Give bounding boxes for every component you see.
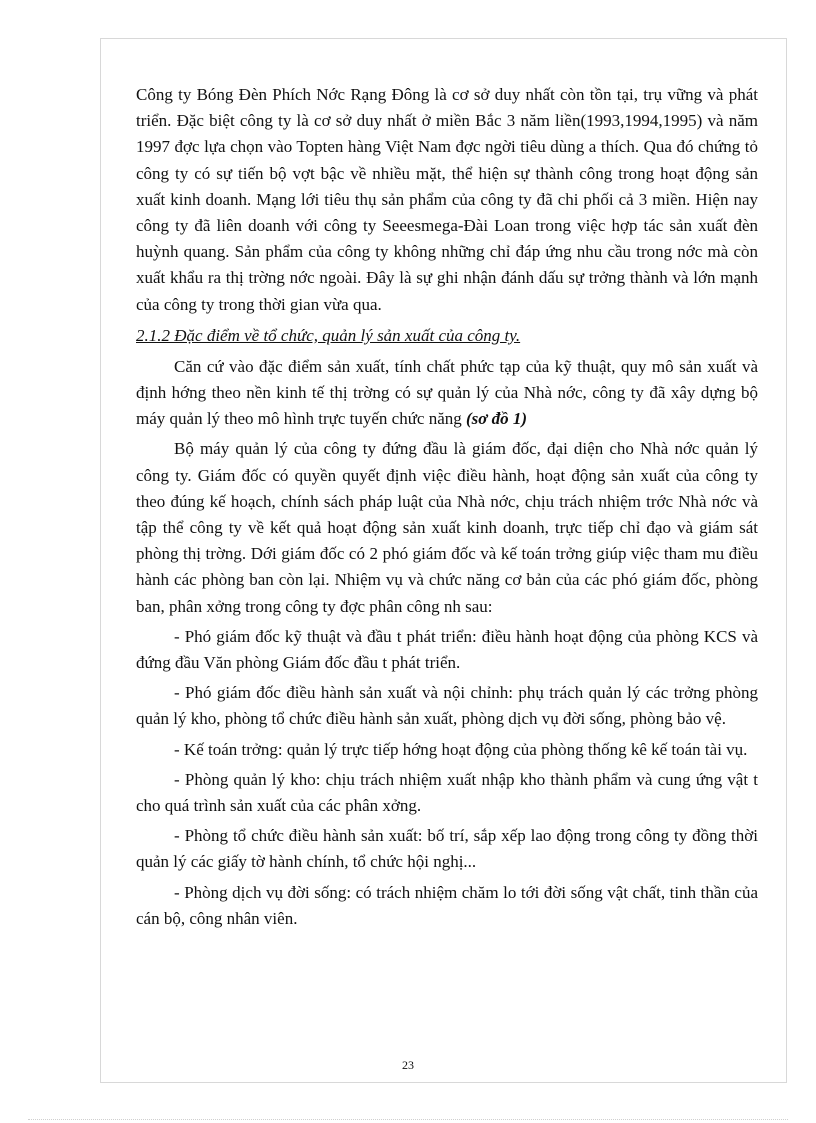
page-body (136, 82, 758, 932)
list-item: - Phòng tổ chức điều hành sản xuất: bố trí, sắp xếp lao động trong công ty đồng thời quản lý các giấy tờ hành chính, tổ chức hội nghị... (136, 826, 758, 872)
paragraph-management-basis-text: Căn cứ vào đặc điểm sản xuất, tính chất phức tạp của kỹ thuật, quy mô sản xuất và định hớng theo nền kinh tế thị trờng có sự quản lý của Nhà nớc, công ty đã xây dựng bộ máy quản lý theo mô hình trực tuyến chức năng (136, 356, 758, 429)
list-item: - Phó giám đốc điều hành sản xuất và nội chỉnh: phụ trách quản lý các trởng phòng quản lý kho, phòng tổ chức điều hành sản xuất, phòng dịch vụ đời sống, phòng bảo vệ. (136, 683, 758, 729)
list-item: - Kế toán trởng: quản lý trực tiếp hớng hoạt động của phòng thống kê kế toán tài vụ. (174, 739, 748, 759)
diagram-reference: (sơ đồ 1) (466, 409, 528, 429)
page-bottom-divider (28, 1119, 788, 1120)
list-item: - Phó giám đốc kỹ thuật và đầu t phát triển: điều hành hoạt động của phòng KCS và đứng đầu Văn phòng Giám đốc đầu t phát triển. (136, 626, 758, 673)
list-item: - Phòng dịch vụ đời sống: có trách nhiệm chăm lo tới đời sống vật chất, tinh thần của cán bộ, công nhân viên. (136, 882, 758, 928)
list-item: - Phòng quản lý kho: chịu trách nhiệm xuất nhập kho thành phẩm và cung ứng vật t cho quá trình sản xuất của các phân xởng. (136, 769, 758, 816)
paragraph-management-basis (136, 354, 758, 433)
section-heading: 2.1.2 Đặc điểm về tổ chức, quản lý sản xuất của công ty. (136, 325, 521, 345)
page-number: 23 (402, 1058, 414, 1072)
paragraph-company-intro: Công ty Bóng Đèn Phích Nớc Rạng Đông là cơ sở duy nhất còn tồn tại, trụ vững và phát triển. Đặc biệt công ty là cơ sở duy nhất ở miền Bắc 3 năm liền(1993,1994,1995) và năm 1997 đợc lựa chọn vào Topten hàng Việt Nam đợc ngời tiêu dùng a thích. Qua đó chứng tỏ công ty có sự tiến bộ vợt bậc về nhiều mặt, thể hiện sự thành công trong hoạt động sản xuất kinh doanh. Mạng lới tiêu thụ sản phẩm của công ty đã chi phối cả 3 miền. Hiện nay công ty đã liên doanh với công ty Seeesmega-Đài Loan trong việc hợp tác sản xuất đèn huỳnh quang. Sản phẩm của công ty không những chỉ đáp ứng nhu cầu trong nớc mà còn xuất khẩu ra thị trờng nớc ngoài. Đây là sự ghi nhận đánh dấu sự trởng thành và lớn mạnh của công ty trong thời gian vừa qua. (136, 85, 758, 314)
paragraph-management-structure: Bộ máy quản lý của công ty đứng đầu là giám đốc, đại diện cho Nhà nớc quản lý công ty. Giám đốc có quyền quyết định việc điều hành, hoạt động sản xuất của công ty theo đúng kế hoạch, chính sách pháp luật của Nhà nớc, chịu trách nhiệm trớc Nhà nớc và tập thể công ty về kết quả hoạt động sản xuất kinh doanh, trực tiếp chỉ đạo và giám sát phòng thị trờng. Dới giám đốc có 2 phó giám đốc và kế toán trởng giúp việc tham mu điều hành các phòng ban còn lại. Nhiệm vụ và chức năng cơ bản của các phó giám đốc, phòng ban, phân xởng trong công ty đợc phân công nh sau: (136, 439, 758, 616)
